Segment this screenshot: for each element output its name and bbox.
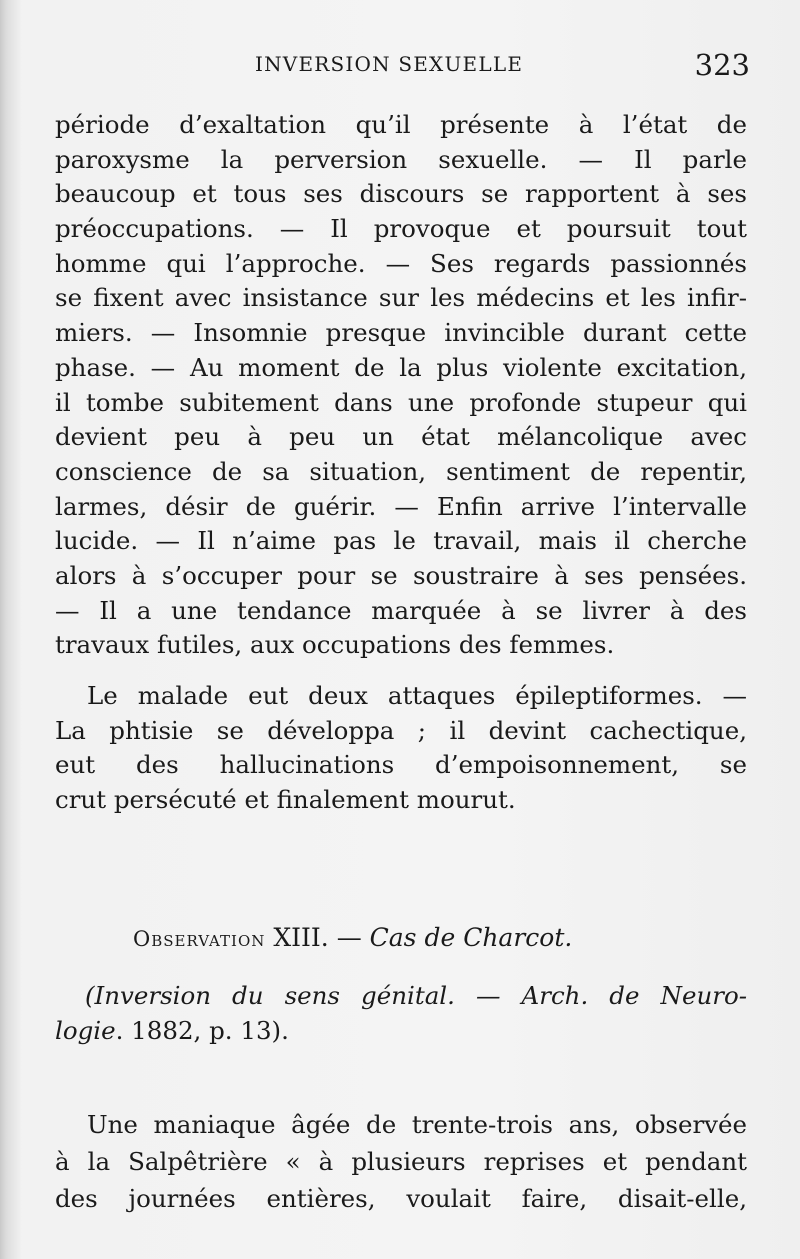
paragraph-1 [55,108,747,663]
text-line: beaucoup et tous ses discours se rapportent à ses [55,179,747,209]
paragraph-2 [55,679,747,818]
text-line: alors à s’occuper pour se soustraire à ses pensées. [55,560,747,590]
text-line: devient peu à peu un état mélancolique avec [55,422,747,452]
observation-heading [133,923,572,952]
observation-title: Cas de Charcot. [369,923,573,952]
page-number: 323 [694,48,750,82]
text-line: paroxysme la perversion sexuelle. — Il parle [55,144,747,174]
text-line: crut persécuté et finalement mourut. [55,785,516,815]
observation-dash: — [336,923,362,952]
text-line: Une maniaque âgée de trente-trois ans, observée [87,1110,747,1139]
text-line: miers. — Insomnie presque invincible durant cette [55,318,747,348]
text-line: travaux futiles, aux occupations des femmes. [55,630,615,660]
observation-label: Observation [133,927,266,951]
text-line: conscience de sa situation, sentiment de repentir, [55,456,747,486]
text-line: lucide. — Il n’aime pas le travail, mais il cherche [55,526,747,556]
observation-number: XIII. [273,923,329,952]
text-line: Le malade eut deux attaques épileptiformes. — [87,681,747,710]
running-title: INVERSION SEXUELLE [255,52,524,76]
reference-citation [55,978,747,1047]
reference-journal: logie [55,1015,116,1045]
text-line: phase. — Au moment de la plus violente excitation, [55,352,747,382]
text-line: larmes, désir de guérir. — Enfin arrive l’intervalle [55,491,747,521]
reference-details: . 1882, p. 13). [115,1015,289,1045]
text-line: des journées entières, voulait faire, disait-elle, [55,1184,747,1213]
running-head [60,48,750,88]
reference-line-2 [55,1013,747,1048]
text-line: période d’exaltation qu’il présente à l’état de [55,110,747,139]
paragraph-3 [55,1106,747,1217]
text-line: homme qui l’approche. — Ses regards passionnés [55,248,747,278]
text-line: eut des hallucinations d’empoisonnement, se [55,750,747,780]
text-line: — Il a une tendance marquée à se livrer à des [55,595,747,625]
reference-line-1: (Inversion du sens génital. — Arch. de Neuro- [85,981,747,1010]
text-line: il tombe subitement dans une profonde stupeur qui [55,387,747,417]
text-line: La phtisie se développa ; il devint cachectique, [55,715,747,745]
text-line: préoccupations. — Il provoque et poursuit tout [55,214,747,244]
text-line: se fixent avec insistance sur les médecins et les infir- [55,283,747,313]
text-line: à la Salpêtrière « à plusieurs reprises et pendant [55,1147,747,1176]
